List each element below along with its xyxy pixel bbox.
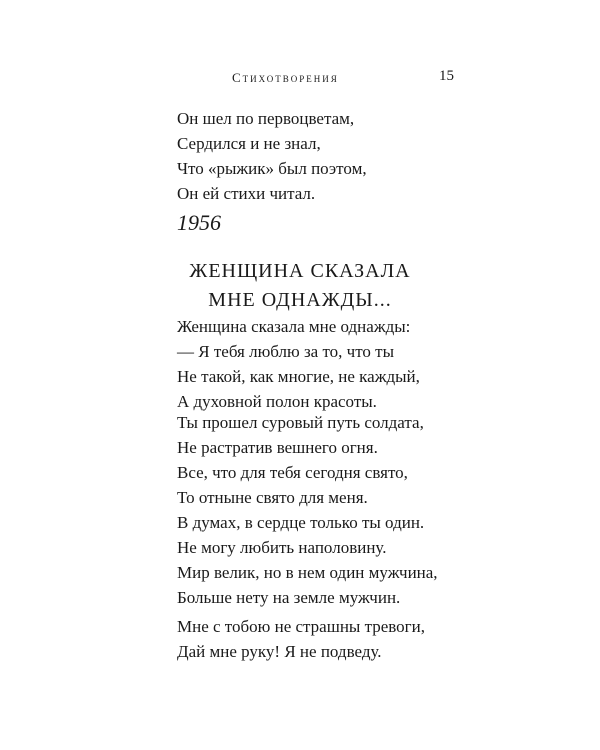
stanza-2 <box>177 410 424 510</box>
poem-date: 1956 <box>177 210 221 235</box>
stanza-1 <box>177 314 420 414</box>
stanza-4 <box>177 614 425 664</box>
verse-line: То отныне свято для меня. <box>177 488 368 507</box>
running-title: Стихотворения <box>232 70 339 85</box>
verse-line: Он ей стихи читал. <box>177 184 316 203</box>
verse-line: Не растратив вешнего огня. <box>177 438 378 457</box>
previous-poem-stanza <box>177 106 367 206</box>
verse-line: Он шел по первоцветам, <box>177 109 355 128</box>
poem-title <box>0 257 600 315</box>
page-number: 15 <box>439 68 454 84</box>
verse-line: Мне с тобою не страшны тревоги, <box>177 617 426 636</box>
verse-line: Больше нету на земле мужчин. <box>177 588 401 607</box>
verse-line: Женщина сказала мне однажды: <box>177 317 411 336</box>
verse-line: Сердился и не знал, <box>177 134 321 153</box>
verse-line: Все, что для тебя сегодня свято, <box>177 463 408 482</box>
verse-line: — Я тебя люблю за то, что ты <box>177 342 395 361</box>
poem-title-line: ЖЕНЩИНА СКАЗАЛА <box>189 260 411 282</box>
verse-line: Не такой, как многие, не каждый, <box>177 367 420 386</box>
stanza-3 <box>177 510 438 610</box>
verse-line: Ты прошел суровый путь солдата, <box>177 413 424 432</box>
verse-line: А духовной полон красоты. <box>177 392 377 411</box>
verse-line: В думах, в сердце только ты один. <box>177 513 425 532</box>
verse-line: Мир велик, но в нем один мужчина, <box>177 563 438 582</box>
verse-line: Дай мне руку! Я не подведу. <box>177 642 382 661</box>
poem-title-line: МНЕ ОДНАЖДЫ... <box>208 289 392 311</box>
verse-line: Что «рыжик» был поэтом, <box>177 159 367 178</box>
verse-line: Не могу любить наполовину. <box>177 538 387 557</box>
